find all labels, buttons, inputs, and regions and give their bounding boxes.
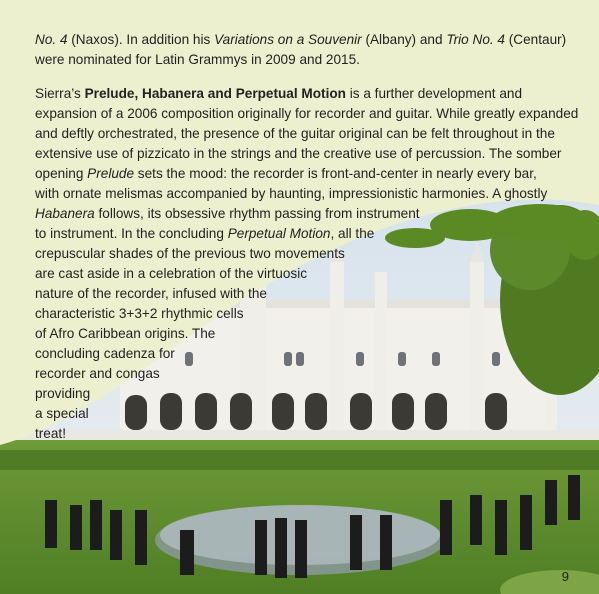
text-run: were nominated for Latin Grammys in 2009 and 2015.	[35, 52, 360, 67]
text-line	[35, 404, 580, 424]
text-run: characteristic 3+3+2 rhythmic cells	[35, 306, 244, 321]
italic-title: Trio No. 4	[446, 32, 505, 47]
text-run: of Afro Caribbean origins. The	[35, 326, 216, 341]
text-line	[35, 264, 580, 284]
text-line	[35, 344, 580, 364]
text-run: (Albany) and	[361, 32, 447, 47]
text-line	[35, 50, 575, 70]
italic-title: Perpetual Motion	[227, 226, 331, 241]
text-run: , all the	[330, 226, 375, 241]
text-run: with ornate melismas accompanied by haunting, impressionistic harmonies. A ghostly	[35, 186, 548, 201]
page-number: 9	[561, 569, 569, 584]
text-run: treat!	[35, 426, 66, 441]
text-line	[35, 364, 580, 384]
text-run: to instrument. In the concluding	[35, 226, 228, 241]
bold-title: Prelude, Habanera and Perpetual Motion	[84, 86, 346, 101]
text-run: expansion of a 2006 composition originally for recorder and guitar. While greatly expanded	[35, 106, 579, 121]
text-line	[35, 204, 580, 224]
text-run: is a further development and	[345, 86, 523, 101]
text-line	[35, 84, 580, 104]
text-run: sets the mood: the recorder is front-and-center in nearly every bar,	[134, 166, 537, 181]
italic-title: No. 4	[35, 32, 68, 47]
text-line	[35, 384, 580, 404]
text-line	[35, 124, 580, 144]
text-run: opening	[35, 166, 88, 181]
text-run: concluding cadenza for	[35, 346, 175, 361]
text-line	[35, 324, 580, 344]
text-run: are cast aside in a celebration of the virtuosic	[35, 266, 308, 281]
text-run: nature of the recorder, infused with the	[35, 286, 267, 301]
text-run: recorder and congas	[35, 366, 160, 381]
paragraph-sierra	[35, 84, 580, 444]
text-run: and deftly orchestrated, the presence of the guitar original can be felt throughout in the	[35, 126, 555, 141]
text-run: (Centaur)	[505, 32, 567, 47]
text-run: follows, its obsessive rhythm passing from instrument	[94, 206, 420, 221]
text-run: providing	[35, 386, 91, 401]
text-run: (Naxos). In addition his	[67, 32, 215, 47]
text-line	[35, 224, 580, 244]
text-line	[35, 164, 580, 184]
text-line	[35, 304, 580, 324]
text-line	[35, 244, 580, 264]
italic-title: Variations on a Souvenir	[214, 32, 362, 47]
text-line	[35, 184, 580, 204]
text-run: Sierra’s	[35, 86, 85, 101]
text-line	[35, 284, 580, 304]
paragraph-intro	[35, 30, 575, 70]
text-run: a special	[35, 406, 89, 421]
italic-title: Habanera	[35, 206, 95, 221]
text-line	[35, 144, 580, 164]
text-run: crepuscular shades of the previous two movements	[35, 246, 345, 261]
text-line	[35, 424, 580, 444]
text-line	[35, 104, 580, 124]
text-run: extensive use of pizzicato in the strings and the creative use of percussion. The somber	[35, 146, 562, 161]
italic-title: Prelude	[87, 166, 135, 181]
text-line	[35, 30, 575, 50]
